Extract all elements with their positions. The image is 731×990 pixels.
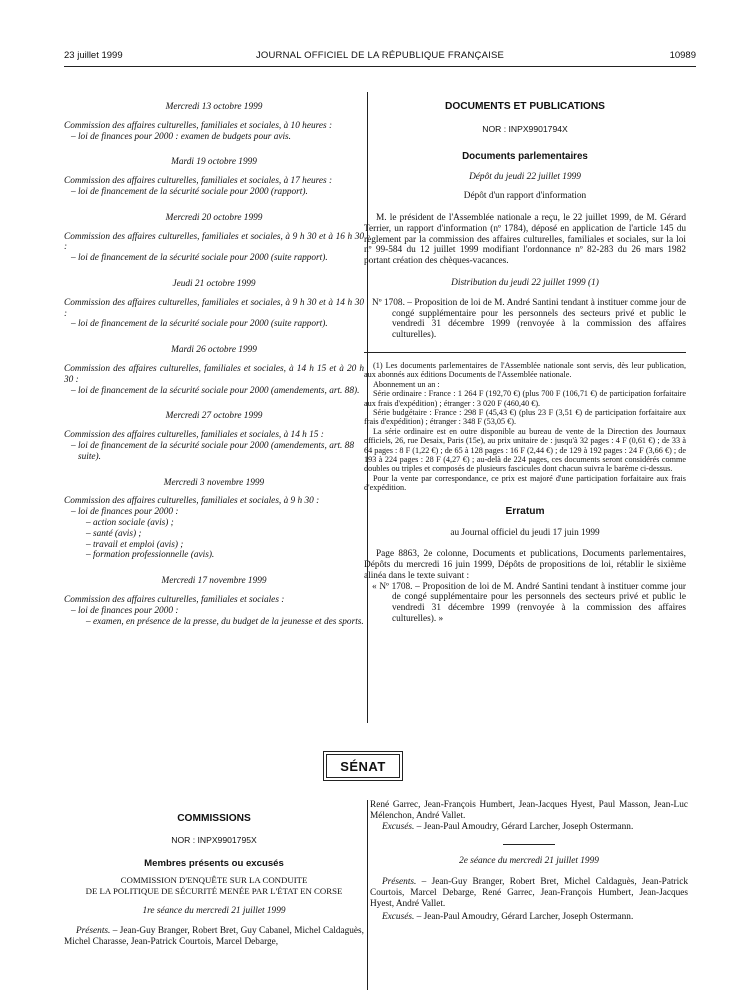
header-page-number: 10989 (669, 50, 696, 61)
seance2-title: 2e séance du mercredi 21 juillet 1999 (459, 856, 599, 867)
senat-label: SÉNAT (326, 754, 400, 778)
schedule-entry (64, 478, 364, 562)
schedule-date: Mercredi 3 novembre 1999 (163, 477, 265, 488)
commissions-nor: NOR : INPX9901795X (171, 834, 257, 845)
depot-date: Dépôt du jeudi 22 juillet 1999 (469, 172, 581, 183)
header-rule (64, 66, 696, 67)
schedule-entry (64, 345, 364, 396)
erratum-text: Page 8863, 2e colonne, Documents et publications, Documents parlementaires, Dépôts du mercredi 16 juin 1999, Dépôts de propositions de loi, rétablir le sixième alinéa dans le texte suivant : (364, 549, 686, 581)
seance2-excuses (370, 912, 688, 923)
schedule-commission: Commission des affaires culturelles, familiales et sociales, à 9 h 30 : (64, 496, 320, 507)
presents-names: – Jean-Guy Branger, Robert Bret, Michel Caldaguès, Jean-Patrick Courtois, Marcel Debarge, René Garrec, Jean-François Humbert, Jean-Jacques Hyest, André Vallet. (370, 877, 688, 909)
distribution-title: Distribution du jeudi 22 juillet 1999 (1) (451, 277, 599, 288)
schedule-entry (64, 213, 364, 264)
page-header (64, 50, 696, 64)
documents-section-title: DOCUMENTS ET PUBLICATIONS (445, 101, 605, 112)
header-journal-title: JOURNAL OFFICIEL DE LA RÉPUBLIQUE FRANÇAISE (255, 50, 505, 61)
excuses-label: Excusés. (382, 911, 415, 922)
documents-nor: NOR : INPX9901794X (482, 123, 568, 134)
footnote-paragraph: Série ordinaire : France : 1 264 F (192,70 €) (plus 700 F (106,71 €) de participation forfaitaire aux frais d'expédition) ; étranger : 3 020 F (460,40 €). (364, 389, 686, 408)
schedule-commission: Commission des affaires culturelles, familiales et sociales, à 9 h 30 et à 14 h 30 : (64, 297, 364, 319)
schedule-commission: Commission des affaires culturelles, familiales et sociales, à 9 h 30 et à 16 h 30 : (64, 231, 364, 253)
senat-banner (323, 751, 403, 781)
schedule-item: – loi de finances pour 2000 : (71, 605, 179, 616)
right-column-documents (364, 100, 686, 625)
distribution-item: Nº 1708. – Proposition de loi de M. André Santini tendant à instituer comme jour de congé supplémentaire pour les personnels des secteurs privé et public le vendredi 31 décembre 1999 (renvoyée à la commission des affaires culturelles). (372, 297, 686, 341)
schedule-date: Mercredi 27 octobre 1999 (165, 411, 263, 422)
seance1-excuses (370, 822, 688, 833)
schedule-subitem: – santé (avis) ; (86, 528, 142, 539)
schedule-item: – loi de finances pour 2000 : examen de budgets pour avis. (71, 131, 291, 142)
schedule-item: – loi de financement de la sécurité sociale pour 2000 (suite rapport). (71, 319, 328, 330)
seance1-presents (64, 926, 364, 948)
schedule-commission: Commission des affaires culturelles, familiales et sociales : (64, 594, 285, 605)
seance2-presents (370, 877, 688, 909)
footnote-paragraph: (1) Les documents parlementaires de l'Assemblée nationale sont servis, dès leur publication, aux abonnés aux éditions Documents de l'Assemblée nationale. (364, 360, 686, 380)
senat-commissions-right (370, 800, 688, 922)
commission-name-line1: COMMISSION D'ENQUÊTE SUR LA CONDUITE (120, 875, 308, 886)
commissions-title: COMMISSIONS (177, 813, 251, 824)
excuses-names: – Jean-Paul Amoudry, Gérard Larcher, Joseph Ostermann. (414, 911, 634, 922)
left-column-schedule (64, 100, 364, 627)
footnote-paragraph: Pour la vente par correspondance, ce prix est majoré d'une participation forfaitaire aux frais d'expédition. (364, 473, 686, 493)
depot-title: Dépôt d'un rapport d'information (463, 191, 587, 202)
schedule-item: – loi de financement de la sécurité sociale pour 2000 (amendements, art. 88 suite). (71, 440, 354, 462)
presents-names: – Jean-Guy Branger, Robert Bret, Guy Cabanel, Michel Caldaguès, Michel Charasse, Jean-Patrick Courtois, Marcel Debarge, (64, 925, 364, 947)
schedule-item: – loi de financement de la sécurité sociale pour 2000 (suite rapport). (71, 253, 328, 264)
schedule-subitem: – travail et emploi (avis) ; (86, 539, 184, 550)
excuses-names: – Jean-Paul Amoudry, Gérard Larcher, Joseph Ostermann. (414, 821, 634, 832)
members-title: Membres présents ou excusés (144, 857, 284, 869)
depot-text: M. le président de l'Assemblée nationale a reçu, le 22 juillet 1999, de M. Gérard Terrier, un rapport d'information (nº 1784), déposé en application de l'article 145 du règlement par la commission des affaires culturelles, familiales et sociales, sur la loi nº 99-584 du 12 juillet 1999 modifiant l'ordonnance nº 82-283 du 26 mars 1982 portant création des chèques-vacances. (364, 212, 686, 267)
schedule-commission: Commission des affaires culturelles, familiales et sociales, à 14 h 15 : (64, 430, 324, 441)
footnote-paragraph: Abonnement un an : (373, 379, 440, 389)
footnote-paragraph: Série budgétaire : France : 298 F (45,43 €) (plus 23 F (3,51 €) de participation forfaitaire aux frais d'expédition) ; étranger : 348 F (53,05 €). (364, 407, 686, 427)
senat-commissions-left (64, 814, 364, 947)
schedule-entry (64, 279, 364, 330)
schedule-subitem: – action sociale (avis) ; (86, 517, 174, 528)
schedule-date: Mercredi 17 novembre 1999 (161, 576, 267, 587)
schedule-entry (64, 576, 364, 627)
footnotes (364, 361, 686, 493)
footnote-rule (364, 352, 686, 353)
documents-subtitle: Documents parlementaires (462, 150, 588, 162)
erratum-reference: au Journal officiel du jeudi 17 juin 1999 (450, 528, 600, 539)
commission-name-line2: DE LA POLITIQUE DE SÉCURITÉ MENÉE PAR L'ÉTAT EN CORSE (85, 886, 343, 897)
schedule-subitem: – formation professionnelle (avis). (86, 550, 215, 561)
seance1-title: 1re séance du mercredi 21 juillet 1999 (142, 905, 286, 916)
schedule-date: Jeudi 21 octobre 1999 (172, 278, 256, 289)
footnote-paragraph: La série ordinaire est en outre disponible au bureau de vente de la Direction des Journaux officiels, 26, rue Desaix, Paris (15e), au prix unitaire de : jusqu'à 32 pages : 4 F (0,61 €) ; de 33 à 64 pages : 8 F (1,22 €) ; de 65 à 128 pages : 16 F (2,44 €) ; de 129 à 192 pages : 24 F (3,66 €) ; de 193 à 224 pages : 28 F (4,27 €) ; au-delà de 224 pages, ces documents seront considérés comme doubles ou triples et composés de plusieurs fascicules dont chacun suivra le barème ci-dessus. (364, 426, 686, 474)
excuses-label: Excusés. (382, 821, 415, 832)
schedule-date: Mardi 26 octobre 1999 (171, 345, 257, 356)
presents-label: Présents. (76, 925, 111, 936)
schedule-entry (64, 411, 364, 462)
schedule-subitem: – examen, en présence de la presse, du budget de la jeunesse et des sports. (86, 616, 364, 627)
schedule-commission: Commission des affaires culturelles, familiales et sociales, à 10 heures : (64, 120, 333, 131)
erratum-title: Erratum (505, 505, 545, 517)
schedule-entry (64, 102, 364, 142)
schedule-item: – loi de financement de la sécurité sociale pour 2000 (amendements, art. 88). (71, 385, 360, 396)
schedule-commission: Commission des affaires culturelles, familiales et sociales, à 17 heures : (64, 176, 333, 187)
schedule-item: – loi de finances pour 2000 : (71, 507, 179, 518)
header-date: 23 juillet 1999 (64, 50, 123, 61)
section-separator (503, 844, 555, 845)
schedule-date: Mardi 19 octobre 1999 (171, 157, 257, 168)
presents1-continuation: René Garrec, Jean-François Humbert, Jean-Jacques Hyest, Paul Masson, Jean-Luc Mélenchon, André Vallet. (370, 800, 688, 821)
schedule-item: – loi de financement de la sécurité sociale pour 2000 (rapport). (71, 186, 308, 197)
schedule-commission: Commission des affaires culturelles, familiales et sociales, à 14 h 15 et à 20 h 30 : (64, 363, 364, 385)
presents-label: Présents. (382, 877, 417, 888)
schedule-date: Mercredi 13 octobre 1999 (165, 102, 263, 112)
bottom-column-divider (367, 800, 368, 990)
schedule-date: Mercredi 20 octobre 1999 (165, 212, 263, 223)
erratum-quote: « Nº 1708. – Proposition de loi de M. André Santini tendant à instituer comme jour de congé supplémentaire pour les personnels des secteurs privé et public le vendredi 31 décembre 1999 (renvoyée à la commission des affaires culturelles). » (372, 581, 686, 625)
schedule-entry (64, 157, 364, 197)
